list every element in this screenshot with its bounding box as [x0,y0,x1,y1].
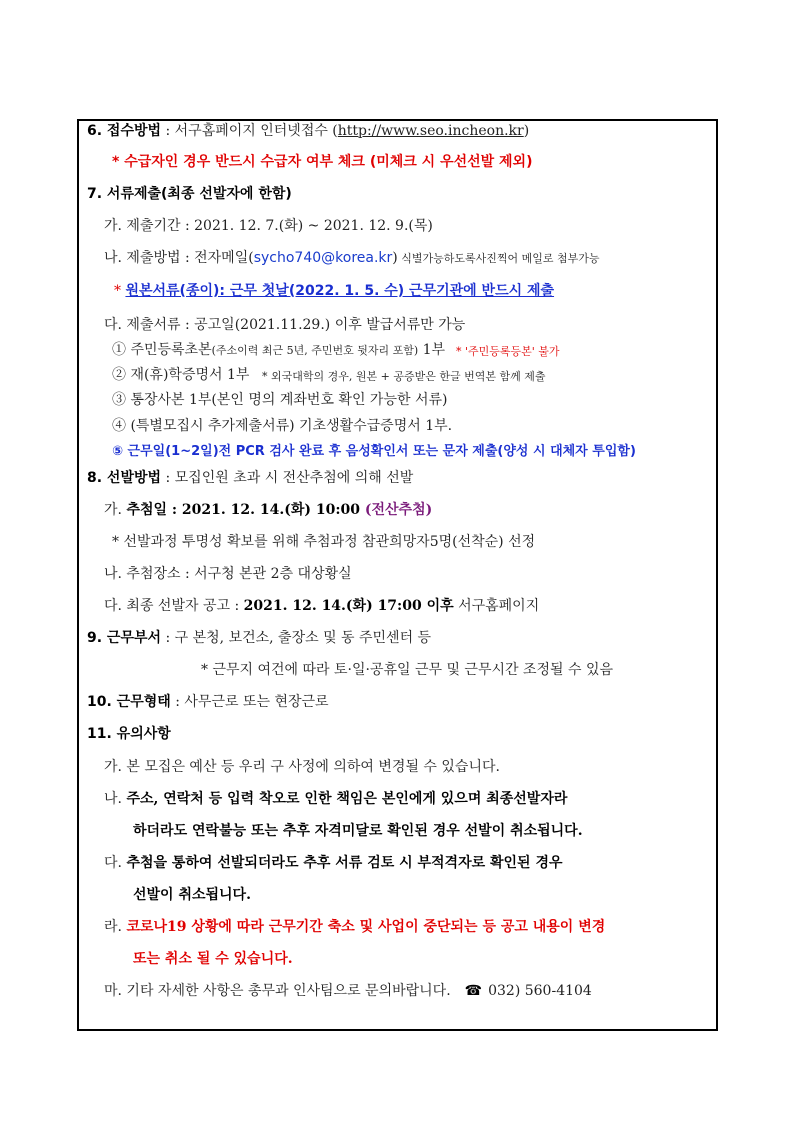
caution-d-text1: 코로나19 상황에 따라 근무기간 축소 및 사업이 중단되는 등 공고 내용이 변경 [126,919,606,935]
draw-place: 나. 추첨장소 : 서구청 본관 2층 대상황실 [104,566,352,582]
homepage-link[interactable]: http://www.seo.incheon.kr [337,123,524,139]
draw-date: 추첨일 : 2021. 12. 14.(화) 10:00 [126,502,361,518]
caution-d-text2: 또는 취소 될 수 있습니다. [133,951,293,967]
doc-item-2 [112,366,249,384]
caution-d-line1 [104,918,605,936]
doc-item-2-note: * 외국대학의 경우, 원본 + 공증받은 한글 번역본 함께 제출 [262,370,546,383]
caution-e-text: 마. 기타 자세한 사항은 총무과 인사팀으로 문의바랍니다. [104,983,451,999]
section-9-line [87,629,431,647]
section-7-title: 7. 서류제출(최종 선발자에 한함) [87,186,292,202]
section-6-title: 6. 접수방법 [87,123,162,139]
section-8-line [87,469,413,487]
caution-b-text2: 하더라도 연락불능 또는 추후 자격미달로 확인된 경우 선발이 취소됩니다. [133,823,583,839]
section-9-title: 9. 근무부서 [87,630,162,646]
section-10-text: : 사무근로 또는 현장근로 [170,694,329,710]
section-6-text: : 서구홈페이지 인터넷접수 ( [161,123,338,139]
section-8-title: 8. 선발방법 [87,470,162,486]
original-docs-line [114,282,554,300]
original-docs-notice: 원본서류(종이): 근무 첫날(2022. 1. 5. 수) 근무기관에 반드시 제출 [125,283,555,299]
original-docs-star: * [114,283,126,299]
caution-c-line1 [104,854,563,872]
section-9-note: * 근무지 여건에 따라 토·일·공휴일 근무 및 근무시간 조정될 수 있음 [201,662,614,678]
doc-item-4: ④ (특별모집시 추가제출서류) 기초생활수급증명서 1부. [112,418,453,434]
section-9-text: : 구 본청, 보건소, 출장소 및 동 주민센터 등 [161,630,432,646]
email-address[interactable]: sycho740@korea.kr [253,250,393,266]
submission-method [104,249,600,268]
announce-label: 다. 최종 선발자 공고 : [104,598,244,614]
doc-item-1 [112,341,445,360]
draw-date-line [104,501,432,519]
section-6-line [87,122,529,140]
section-6-note: * 수급자인 경우 반드시 수급자 여부 체크 (미체크 시 우선선발 제외) [112,154,533,170]
doc-item-1-note: * '주민등록등본' 불가 [456,345,560,358]
caution-e-line [104,982,592,1000]
announce-date: 2021. 12. 14.(화) 17:00 이후 [243,598,454,614]
submission-method-note: 식별가능하도록사진찍어 메일로 첨부가능 [397,252,600,265]
submission-method-label: 나. 제출방법 : 전자메일( [104,250,254,266]
section-10-title: 10. 근무형태 [87,694,171,710]
submission-method-close: ) [392,250,398,266]
caution-a: 가. 본 모집은 예산 등 우리 구 사정에 의하여 변경될 수 있습니다. [104,759,500,775]
caution-b-prefix: 나. [104,791,127,807]
doc-item-2-label: ② 재(휴)학증명서 1부 [112,367,250,383]
transparency-note: * 선발과정 투명성 확보를 위해 추첨과정 참관희망자5명(선착순) 선정 [112,534,536,550]
caution-c-text2: 선발이 취소됩니다. [133,887,251,903]
announce-where: 서구홈페이지 [453,598,540,614]
section-8-text: : 모집인원 초과 시 전산추첨에 의해 선발 [161,470,414,486]
section-6-close: ) [523,123,530,139]
doc-item-1-detail: (주소이력 최근 5년, 주민번호 뒷자리 포함) [211,344,419,357]
contact-phone: 032) 560-4104 [488,983,592,999]
draw-date-prefix: 가. [104,502,127,518]
section-10-line [87,693,329,711]
doc-item-1-count: 1부 [418,342,446,358]
announce-line [104,597,539,615]
section-11-title: 11. 유의사항 [87,726,171,742]
docs-intro: 다. 제출서류 : 공고일(2021.11.29.) 이후 발급서류만 가능 [104,317,466,333]
draw-method: (전산추첨) [360,502,433,518]
caution-c-prefix: 다. [104,855,127,871]
doc-item-3: ③ 통장사본 1부(본인 명의 계좌번호 확인 가능한 서류) [112,392,448,408]
caution-c-text1: 추첨을 통하여 선발되더라도 추후 서류 검토 시 부적격자로 확인된 경우 [126,855,563,871]
submission-period: 가. 제출기간 : 2021. 12. 7.(화) ~ 2021. 12. 9.(목) [104,218,433,234]
doc-item-5: ⑤ 근무일(1~2일)전 PCR 검사 완료 후 음성확인서 또는 문자 제출(양성 시 대체자 투입함) [112,444,636,459]
phone-icon: ☎ [464,983,483,999]
doc-item-1-label: ① 주민등록초본 [112,342,212,358]
caution-d-prefix: 라. [104,919,127,935]
caution-b-line1 [104,790,567,808]
caution-b-text1: 주소, 연락처 등 입력 착오로 인한 책임은 본인에게 있으며 최종선발자라 [126,791,568,807]
